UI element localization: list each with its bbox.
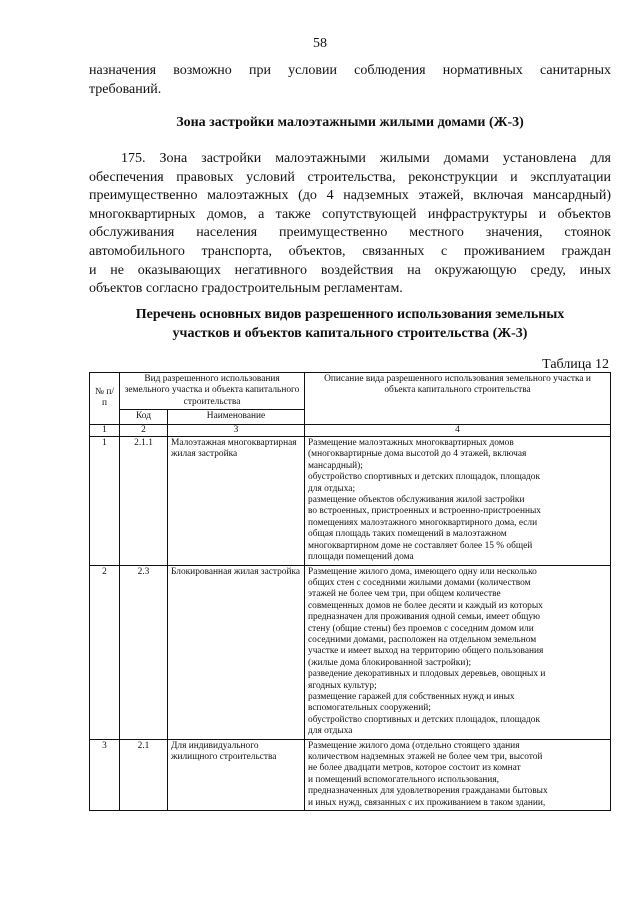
intro-paragraph [89,62,611,99]
index-cell: 2 [120,424,168,436]
row-description [305,437,611,565]
description-line: Размещение жилого дома, имеющего одну или несколько [308,566,537,577]
description-line: ягодных культур; [308,680,377,691]
text-line: 175. Зона застройки малоэтажными жилыми домами установлена для [121,151,611,166]
description-line: предназначенных для удовлетворения гражданами бытовых [308,786,548,797]
description-line: площади помещений дома [308,552,414,563]
text-line: многоквартирных домов, а также сопутствующей инфраструктуры и объектов [89,206,611,222]
description-line: участке и имеет выход на территорию общего пользования [308,646,544,657]
row-num: 1 [90,437,120,565]
description-line: общих стен с соседними жилыми домами (количеством [308,577,531,588]
description-line: этажей не более чем три, при общем количестве [308,589,501,600]
description-line: совмещенных домов не более десяти и каждый из которых [308,600,543,611]
description-line: и иных нужд, связанных с их проживанием в таком здании, [308,797,546,808]
row-code: 2.1 [120,739,168,810]
description-line: соседними домами, расположен на отдельном земельном [308,634,537,645]
description-line: Размещение жилого дома (отдельно стоящего здания [308,740,520,751]
description-line: разведение декоративных и плодовых деревьев, овощных и [308,669,546,680]
table-index-row [90,424,611,436]
description-line: размещение объектов обслуживания жилой застройки [308,495,525,506]
row-description [305,739,611,810]
row-num: 3 [90,739,120,810]
row-name: Малоэтажная многоквартирная жилая застройка [168,437,305,565]
description-line: для отдыха; [308,483,356,494]
text-line: требований. [89,81,162,97]
page-number: 58 [313,36,327,51]
text-line: обслуживания населения преимущественно местного значения, стоянок [89,225,611,241]
description-line: обустройство спортивных и детских площадок, площадок [308,472,541,483]
description-line: мансардный); [308,460,363,471]
text-line: обеспечения правовых условий строительства, реконструкции и эксплуатации [89,169,611,185]
row-description [305,565,611,739]
list-heading [89,305,611,343]
text-line: и не оказывающих негативного воздействия на окружающую среду, иных [89,262,611,278]
index-cell: 3 [168,424,305,436]
description-line: стену (общие стены) без проемов с соседним домом или [308,623,534,634]
description-line: не более двадцати метров, которое состоит из комнат [308,763,521,774]
row-code: 2.3 [120,565,168,739]
heading-line: Перечень основных видов разрешенного использования земельных [135,307,565,322]
header-kind: Вид разрешенного использования земельного участка и объекта капитального строительства [120,373,305,410]
table-row [90,565,611,739]
description-line: общая площадь таких помещений в малоэтажном [308,529,507,540]
text-line: преимущественно малоэтажных (до 4 надземных этажей, включая мансардный) [89,188,611,204]
description-line: помещениях малоэтажного многоквартирного дома, если [308,517,538,528]
text-line: автомобильного транспорта, объектов, связанных с проживанием граждан [89,243,611,259]
description-line: обустройство спортивных и детских площадок, площадок [308,714,541,725]
row-name: Для индивидуального жилищного строительства [168,739,305,810]
zone-heading: Зона застройки малоэтажными жилыми домами (Ж-3) [176,115,524,130]
header-code: Код [120,410,168,424]
description-line: количеством надземных этажей не более чем три, высотой [308,752,543,762]
description-line: и помещений вспомогательного использования, [308,774,499,785]
header-name: Наименование [168,410,305,424]
index-cell: 1 [90,424,120,436]
text-line: назначения возможно при условии соблюдения нормативных санитарных [89,63,611,78]
description-line: вспомогательных сооружений; [308,703,431,714]
description-line: Размещение малоэтажных многоквартирных домов [308,438,514,449]
row-code: 2.1.1 [120,437,168,565]
table-row [90,739,611,810]
description-line: во встроенных, пристроенных и встроенно-пристроенных [308,506,541,517]
row-num: 2 [90,565,120,739]
table-body [90,437,611,811]
description-line: (многоквартирные дома высотой до 4 этажей, включая [308,449,527,460]
header-desc: Описание вида разрешенного использования земельного участка и объекта капитального строительства [305,373,611,425]
permitted-use-table [89,372,611,811]
table-row [90,437,611,565]
description-line: предназначен для проживания одной семьи, имеет общую [308,612,541,623]
text-line: объектов согласно градостроительным регламентам. [89,281,403,297]
description-line: (жилые дома блокированной застройки); [308,657,472,668]
article-175-paragraph [89,150,611,299]
header-num: № п/п [90,373,120,425]
row-name: Блокированная жилая застройка [168,565,305,739]
description-line: для отдыха [308,726,353,737]
table-caption: Таблица 12 [542,357,609,372]
table-header-row [90,373,611,410]
description-line: размещение гаражей для собственных нужд и иных [308,691,515,702]
description-line: многоквартирном доме не составляет более 15 % общей [308,540,533,551]
heading-line: участков и объектов капитального строительства (Ж-3) [172,326,528,341]
index-cell: 4 [305,424,611,436]
